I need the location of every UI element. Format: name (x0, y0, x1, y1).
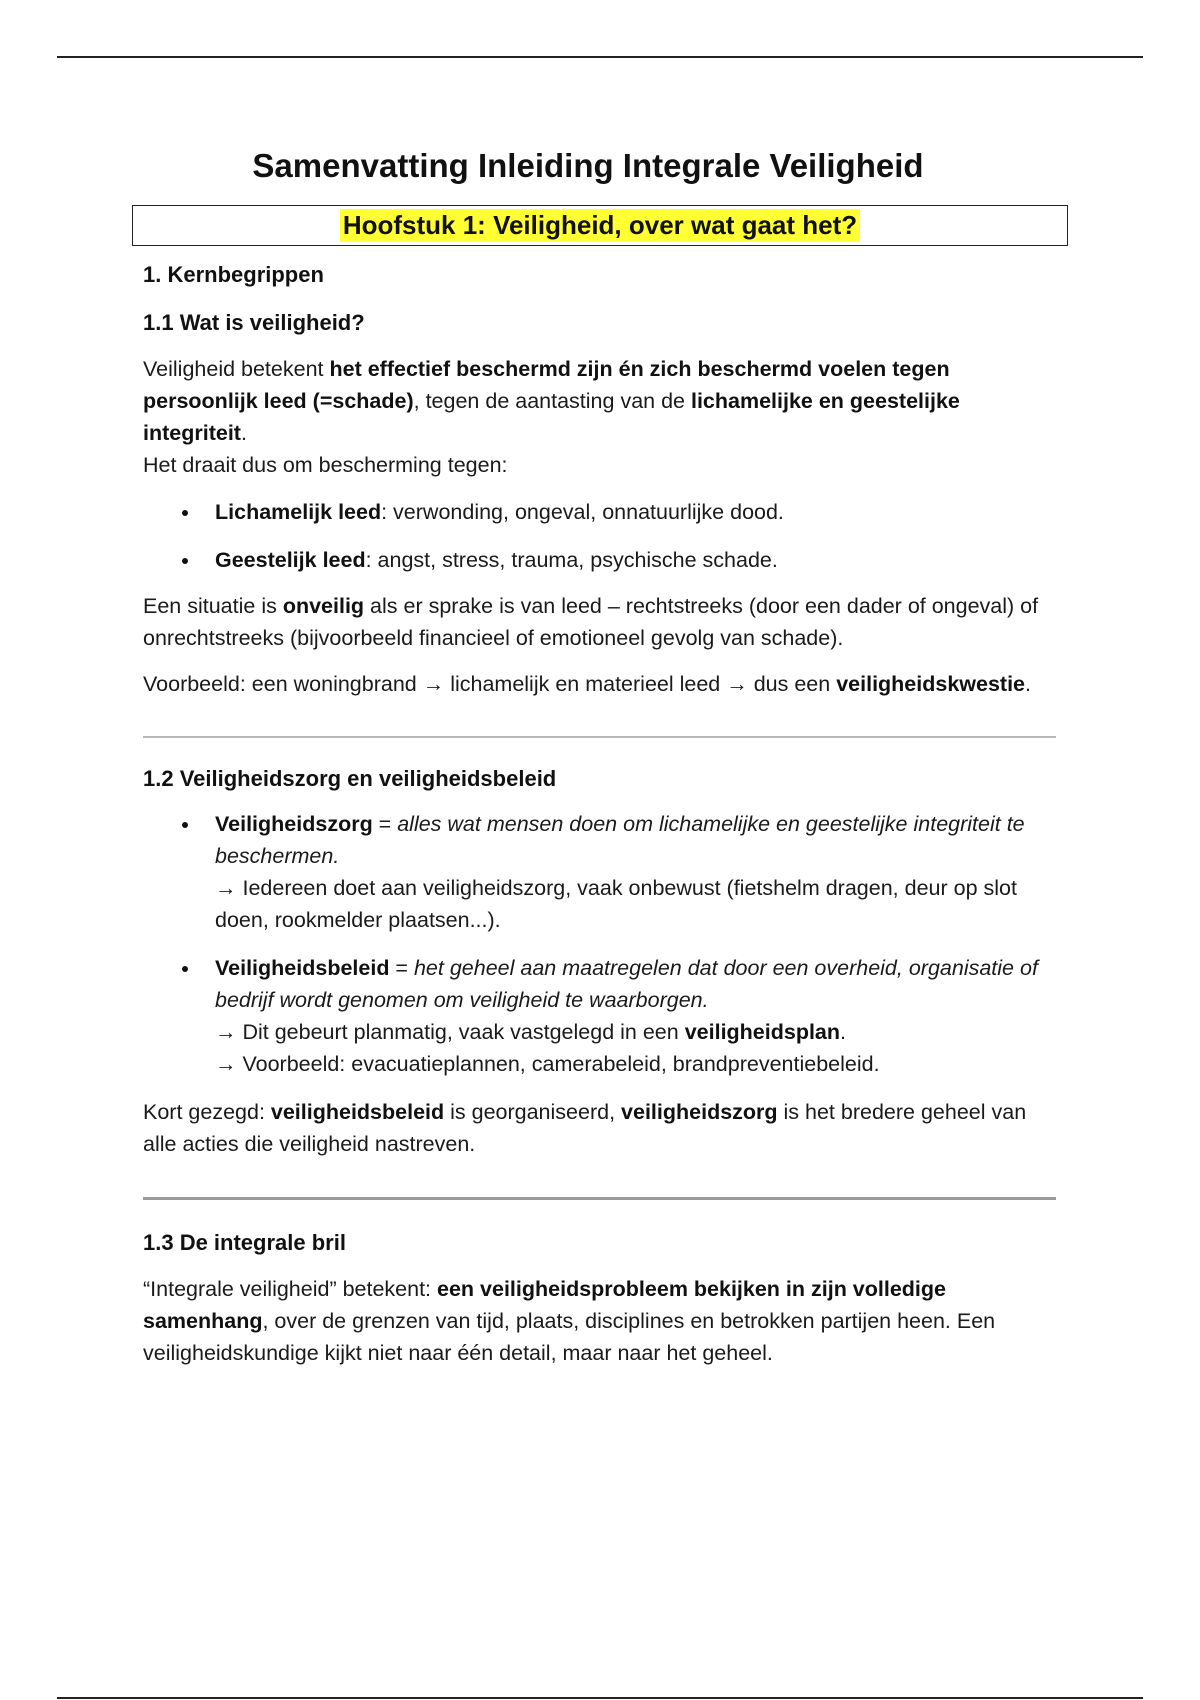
integral-paragraph: “Integrale veiligheid” betekent: een veiligheidsprobleem bekijken in zijn volledige samenhang, over de grenzen van tijd, plaats, disciplines en betrokken partijen heen. Een veiligheidskundige kijkt niet naar één detail, maar naar het geheel. (143, 1277, 996, 1365)
header-rule (57, 56, 1143, 58)
example-paragraph: Voorbeeld: een woningbrand → lichamelijk en materieel leed → dus een veiligheidskwestie. (143, 672, 1031, 696)
section-divider (143, 1197, 1056, 1200)
subsection-heading-1-1: 1.1 Wat is veiligheid? (143, 310, 365, 335)
list-item-veiligheidsbeleid: Veiligheidsbeleid = het geheel aan maatregelen dat door een overheid, organisatie of bedrijf wordt genomen om veiligheid te waarborgen. → Dit gebeurt planmatig, vaak vastgelegd in een veiligheidsplan. → Voorbeeld: evacuatieplannen, camerabeleid, brandpreventiebeleid. (143, 952, 1059, 1080)
section-divider (143, 736, 1056, 738)
section-heading-kernbegrippen: 1. Kernbegrippen (143, 262, 324, 287)
subsection-heading-1-2: 1.2 Veiligheidszorg en veiligheidsbeleid (143, 766, 557, 791)
chapter-box (132, 205, 1068, 246)
subsection-heading-1-3: 1.3 De integrale bril (143, 1230, 346, 1255)
summary-paragraph: Kort gezegd: veiligheidsbeleid is georganiseerd, veiligheidszorg is het bredere geheel van alle acties die veiligheid nastreven. (143, 1100, 1027, 1156)
footer-rule (57, 1697, 1143, 1699)
list-item-veiligheidszorg: Veiligheidszorg = alles wat mensen doen om lichamelijke en geestelijke integriteit te beschermen. → Iedereen doet aan veiligheidszorg, vaak onbewust (fietshelm dragen, deur op slot doen, rookmelder plaatsen...). (143, 808, 1059, 936)
document-title: Samenvatting Inleiding Integrale Veiligheid (252, 147, 924, 184)
definition-line-2: Het draait dus om bescherming tegen: (143, 453, 508, 477)
definition-paragraph: Veiligheid betekent het effectief beschermd zijn én zich beschermd voelen tegen persoonlijk leed (=schade), tegen de aantasting van de lichamelijke en geestelijke integriteit. Het draait dus om bescherming tegen: (143, 353, 1059, 481)
chapter-title: Hoofstuk 1: Veiligheid, over wat gaat het? (340, 209, 860, 242)
unsafe-paragraph: Een situatie is onveilig als er sprake is van leed – rechtstreeks (door een dader of ongeval) of onrechtstreeks (bijvoorbeeld financieel of emotioneel gevolg van schade). (143, 594, 1039, 650)
list-item: Geestelijk leed: angst, stress, trauma, psychische schade. (143, 544, 1059, 576)
document-body (143, 140, 1059, 1369)
definitions-list (143, 808, 1059, 1080)
harm-list (143, 496, 1059, 576)
list-item: Lichamelijk leed: verwonding, ongeval, onnatuurlijke dood. (143, 496, 1059, 528)
